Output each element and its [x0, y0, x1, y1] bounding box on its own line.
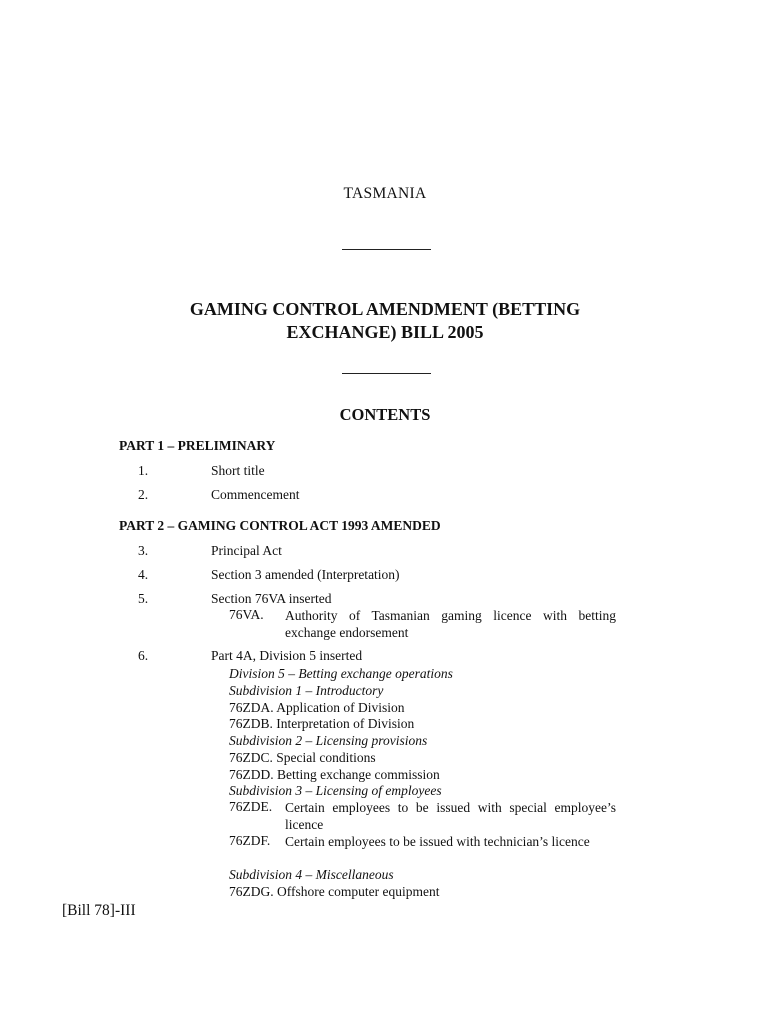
subsection-number: 76ZDF.: [229, 833, 271, 848]
subdivision-heading: Subdivision 2 – Licensing provisions: [229, 733, 428, 748]
divider-rule: [342, 249, 431, 250]
clause-number: 2.: [138, 487, 149, 502]
divider-rule: [342, 373, 431, 374]
bill-title: [0, 298, 770, 344]
clause-title-part-4a[interactable]: Part 4A, Division 5 inserted: [211, 648, 363, 663]
clause-title-principal-act[interactable]: Principal Act: [211, 543, 282, 558]
subdivision-heading: Subdivision 4 – Miscellaneous: [229, 867, 394, 882]
clause-title-commencement[interactable]: Commencement: [211, 487, 300, 502]
subsection-title-76zda[interactable]: 76ZDA. Application of Division: [229, 700, 405, 715]
bill-title-line-2: EXCHANGE) BILL 2005: [286, 322, 484, 342]
subsection-number: 76ZDE.: [229, 799, 273, 814]
part-2-heading: PART 2 – GAMING CONTROL ACT 1993 AMENDED: [119, 518, 441, 533]
bill-title-line-1: GAMING CONTROL AMENDMENT (BETTING: [189, 299, 581, 319]
subsection-title-76zdc[interactable]: 76ZDC. Special conditions: [229, 750, 376, 765]
subdivision-heading: Subdivision 3 – Licensing of employees: [229, 783, 442, 798]
clause-number: 5.: [138, 591, 149, 606]
clause-number: 1.: [138, 463, 149, 478]
clause-number: 6.: [138, 648, 149, 663]
subsection-title-76zdb[interactable]: 76ZDB. Interpretation of Division: [229, 716, 415, 731]
subsection-title-76zdf[interactable]: Certain employees to be issued with technician’s licence: [285, 834, 590, 849]
subsection-number: 76VA.: [229, 607, 264, 622]
jurisdiction-heading: TASMANIA: [343, 185, 427, 202]
clause-number: 4.: [138, 567, 149, 582]
clause-title-short-title[interactable]: Short title: [211, 463, 265, 478]
subsection-title-76va[interactable]: Authority of Tasmanian gaming licence with betting exchange endorsement: [285, 608, 616, 640]
subsection-title-76zdg[interactable]: 76ZDG. Offshore computer equipment: [229, 884, 440, 899]
subsection-title-76zdd[interactable]: 76ZDD. Betting exchange commission: [229, 767, 440, 782]
division-heading: Division 5 – Betting exchange operations: [229, 666, 453, 681]
part-1-heading: PART 1 – PRELIMINARY: [119, 438, 276, 453]
subsection-title-76zde[interactable]: Certain employees to be issued with special employee’s licence: [285, 800, 616, 832]
clause-title-section-76va[interactable]: Section 76VA inserted: [211, 591, 332, 606]
bill-reference: [Bill 78]-III: [62, 902, 136, 919]
clause-title-section-3[interactable]: Section 3 amended (Interpretation): [211, 567, 400, 582]
contents-heading: CONTENTS: [339, 405, 431, 424]
subdivision-heading: Subdivision 1 – Introductory: [229, 683, 384, 698]
clause-number: 3.: [138, 543, 149, 558]
